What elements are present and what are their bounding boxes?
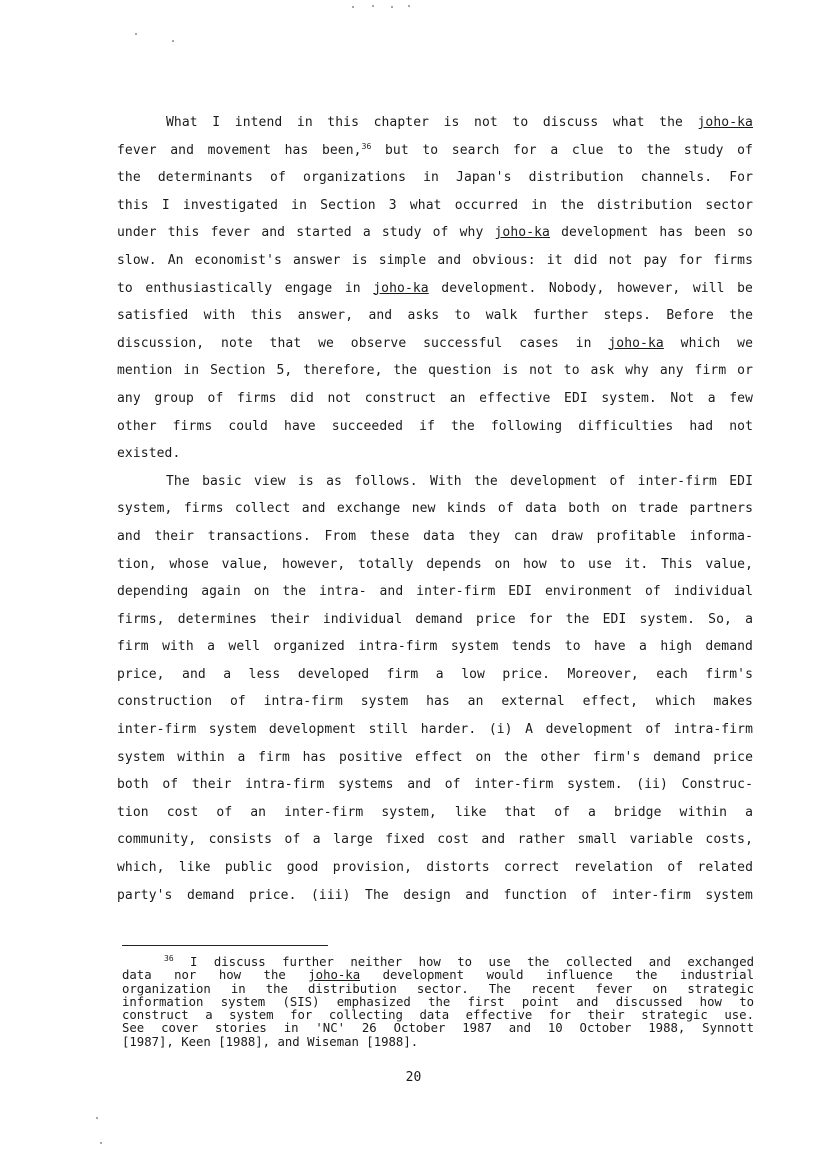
scan-speck	[391, 6, 393, 8]
text-line	[117, 219, 753, 247]
text-line: both of their intra-firm systems and of inter-firm system. (ii) Construc-	[117, 777, 753, 793]
text-run: development would influence the industrial	[360, 968, 754, 983]
text-line: slow. An economist's answer is simple and obvious: it did not pay for firms	[117, 252, 753, 268]
underlined-term: joho-ka	[494, 225, 550, 241]
footnote-line	[122, 956, 754, 969]
scan-speck	[172, 40, 174, 42]
footnote-line: construct a system for collecting data effective for their strategic use.	[122, 1008, 754, 1023]
text-line: mention in Section 5, therefore, the question is not to ask why any firm or	[117, 363, 753, 379]
scan-speck	[352, 6, 354, 8]
text-run: data nor how the	[122, 968, 309, 983]
text-run: discussion, note that we observe successful cases in	[117, 335, 609, 351]
footnote-line	[122, 969, 754, 982]
footnote-reference: 36	[361, 141, 372, 151]
underlined-term: joho-ka	[608, 335, 664, 351]
scan-speck	[96, 1117, 98, 1119]
text-line: existed.	[117, 446, 181, 462]
text-run: development has been so	[549, 225, 753, 241]
underlined-term: joho-ka	[308, 968, 361, 983]
body-text	[117, 109, 753, 909]
text-line	[117, 330, 753, 358]
text-run: fever and movement has been,	[117, 142, 362, 158]
text-line: inter-firm system development still harder. (i) A development of intra-firm	[117, 722, 753, 738]
text-run: but to search for a clue to the study of	[371, 142, 753, 158]
scan-speck	[372, 5, 374, 7]
text-line: other firms could have succeeded if the following difficulties had not	[117, 418, 753, 434]
text-line: tion cost of an inter-firm system, like that of a bridge within a	[117, 804, 753, 820]
footnote-line: organization in the distribution sector. The recent fever on strategic	[122, 981, 754, 996]
footnote-line: information system (SIS) emphasized the first point and discussed how to	[122, 994, 754, 1009]
scan-speck	[135, 33, 137, 35]
text-line	[117, 137, 753, 165]
footnote	[122, 956, 754, 1049]
text-line: The basic view is as follows. With the development of inter-firm EDI	[166, 473, 753, 489]
text-line: construction of intra-firm system has an external effect, which makes	[117, 694, 753, 710]
text-run: to enthusiastically engage in	[117, 280, 374, 296]
text-run: development. Nobody, however, will be	[428, 280, 753, 296]
text-line: price, and a less developed firm a low price. Moreover, each firm's	[117, 666, 753, 682]
text-run: under this fever and started a study of why	[117, 225, 495, 241]
text-line	[117, 275, 753, 303]
text-run: I discuss further neither how to use the collected and exchanged	[173, 955, 754, 969]
text-line: firms, determines their individual demand price for the EDI system. So, a	[117, 611, 753, 627]
text-line: community, consists of a large fixed cost and rather small variable costs,	[117, 832, 753, 848]
page-number: 20	[405, 1070, 422, 1085]
text-line	[117, 109, 753, 137]
text-line: depending again on the intra- and inter-firm EDI environment of individual	[117, 584, 753, 600]
scan-speck	[100, 1142, 102, 1144]
text-run: What I intend in this chapter is not to discuss what the	[166, 115, 698, 130]
paragraph-1	[117, 109, 753, 468]
underlined-term: joho-ka	[373, 280, 429, 296]
underlined-term: joho-ka	[697, 115, 753, 130]
text-line: which, like public good provision, distorts correct revelation of related	[117, 860, 753, 876]
footnote-line: See cover stories in 'NC' 26 October 1987 and 10 October 1988, Synnott	[122, 1021, 754, 1036]
footnote-marker: 36	[164, 954, 174, 963]
text-line: tion, whose value, however, totally depends on how to use it. This value,	[117, 556, 753, 572]
text-line: the determinants of organizations in Japan's distribution channels. For	[117, 170, 753, 186]
text-line: any group of firms did not construct an effective EDI system. Not a few	[117, 390, 753, 406]
text-line: firm with a well organized intra-firm system tends to have a high demand	[117, 639, 753, 655]
paragraph-2	[117, 468, 753, 910]
scan-speck	[408, 5, 410, 7]
text-run: which we	[663, 335, 753, 351]
text-line: system within a firm has positive effect on the other firm's demand price	[117, 749, 753, 765]
footnote-divider	[122, 945, 328, 946]
text-line: system, firms collect and exchange new kinds of data both on trade partners	[117, 501, 753, 517]
text-line: and their transactions. From these data they can draw profitable informa-	[117, 528, 753, 544]
text-line: this I investigated in Section 3 what occurred in the distribution sector	[117, 197, 753, 213]
text-line: satisfied with this answer, and asks to walk further steps. Before the	[117, 308, 753, 324]
footnote-line: [1987], Keen [1988], and Wiseman [1988].	[122, 1034, 419, 1049]
text-line: party's demand price. (iii) The design and function of inter-firm system	[117, 887, 753, 903]
